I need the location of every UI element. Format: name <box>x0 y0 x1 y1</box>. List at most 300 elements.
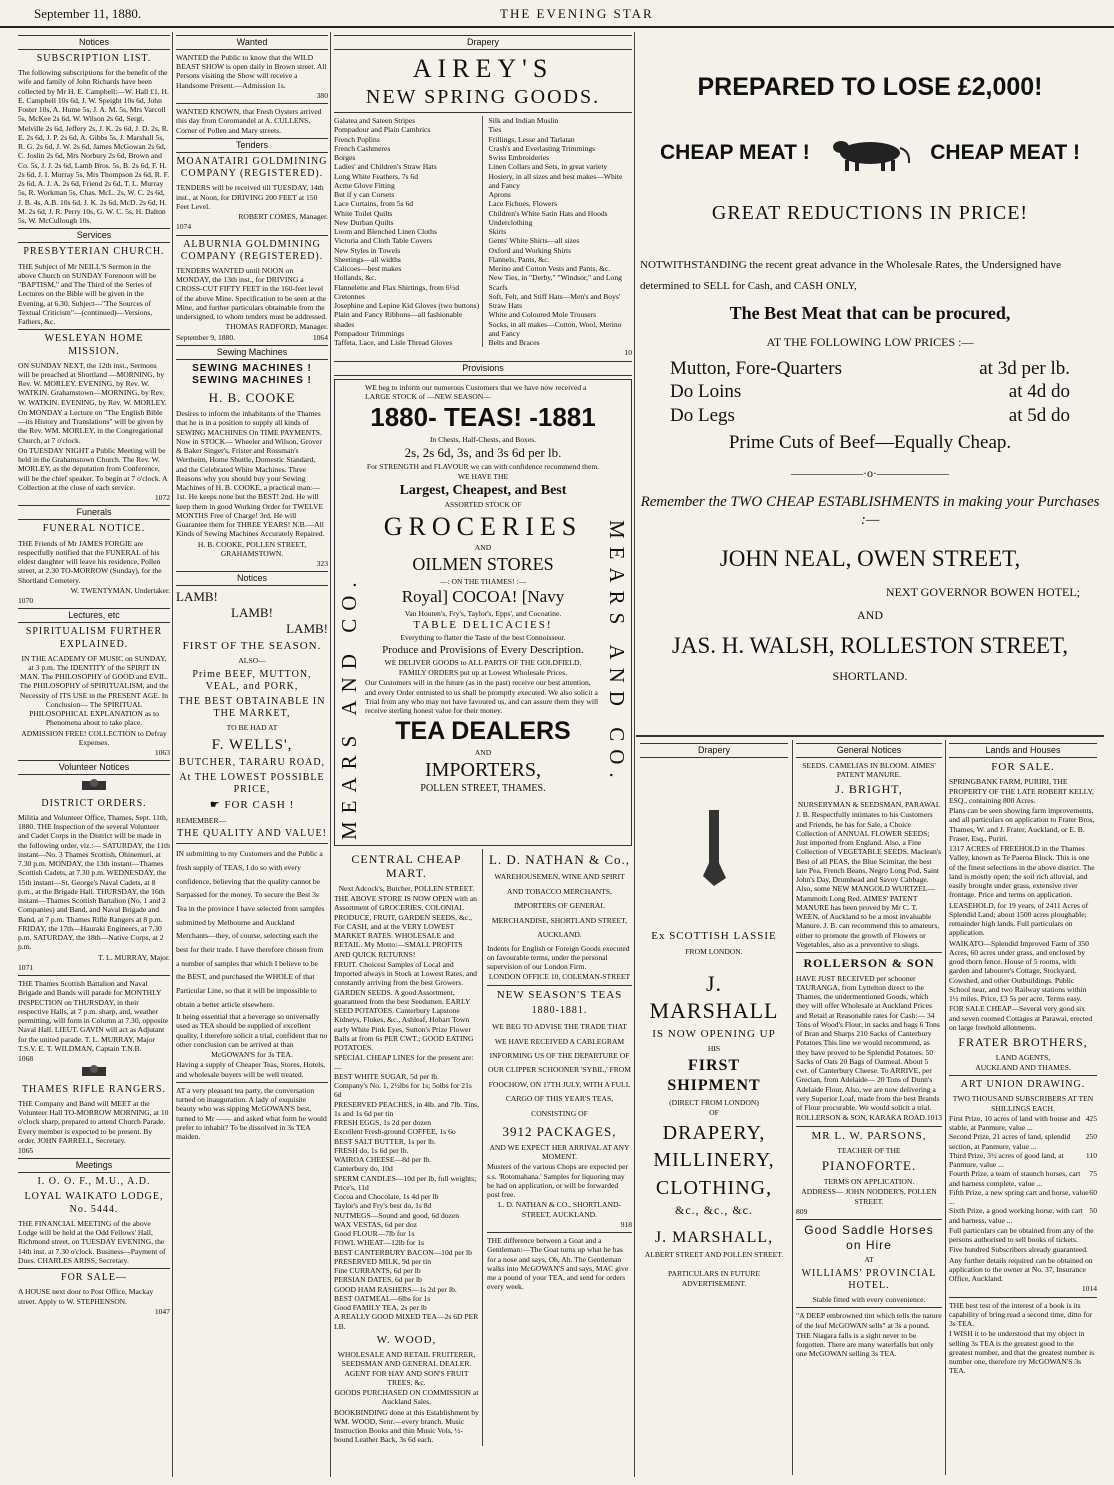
price-value: at 4d do <box>1008 381 1070 403</box>
pointing-hand-icon: ☛ <box>209 799 221 812</box>
price-line: Excellent Fresh-ground COFFEE, 1s 6o <box>334 1127 456 1137</box>
ad-body: TEACHER OF THE <box>837 1146 901 1156</box>
price-line: Cocoa and Chocolate, 1s 4d per lb <box>334 1192 439 1202</box>
column-rule <box>172 32 173 1477</box>
ad-body: 2s, 2s 6d, 3s, and 3s 6d per lb. <box>404 445 562 461</box>
ad-number: 380 <box>316 90 328 100</box>
ad-body: SHORTLAND. <box>832 668 908 683</box>
price-line: BEST WHITE SUGAR, 5d per lb. <box>334 1071 439 1081</box>
goods-item: Skirts <box>488 227 507 237</box>
mears-ad <box>334 379 632 846</box>
ad-body: LEASEHOLD, for 19 years, of 2411 Acres of Splendid Land; about 1500 acres ploughable; remainder high lands. Full particulars on application. <box>949 900 1089 938</box>
ad-body: For STRENGTH and FLAVOUR we can with confidence recommend them. <box>366 461 600 471</box>
section-header: Notices <box>176 571 328 586</box>
goods-item: Loom and Blenched Linen Cloths <box>334 227 437 237</box>
central-cheap-mart-ad <box>334 849 483 1446</box>
ad-body: OF <box>709 1108 719 1118</box>
goods-item: Gents' White Shirts—all sizes <box>488 236 580 246</box>
ad-body: Any further details required can be obtained on application to the owner at No. 37, Insurance Office, Auckland. <box>949 1255 1093 1284</box>
goods-item: Taffeta, Lace, and Lisle Thread Gloves <box>334 338 453 348</box>
ad-title: MILLINERY, <box>653 1149 775 1172</box>
goods-item: Underclothing <box>488 217 533 227</box>
ad-body: THE BEST OBTAINABLE IN THE MARKET, <box>178 695 326 720</box>
ad-body: AND <box>474 543 492 553</box>
ad-title: DISTRICT ORDERS. <box>41 797 147 809</box>
column-2 <box>176 32 328 1477</box>
column-rule <box>792 740 793 1475</box>
ad-body: IS NOW OPENING UP <box>652 1027 776 1040</box>
goods-item: But if y can Corsets <box>334 190 395 200</box>
price-line: NUTMEGS—Sound and good, 6d dozen <box>334 1210 460 1220</box>
goods-item: White and Coloured Mole Trousers <box>488 310 597 320</box>
column-5 <box>640 740 788 1475</box>
goods-item: Victoria and Cloth Table Covers <box>334 236 432 246</box>
column-rule <box>634 32 635 1477</box>
ad-number: 1071 <box>18 962 34 972</box>
ad-title: JAS. H. WALSH, ROLLESTON STREET, <box>671 633 1069 659</box>
section-header: Provisions <box>334 361 632 376</box>
ad-body: AT a very pleasant tea party, the conversation turned on inauguration. A lady of exquisite beauty who was sipping McGOWAN'S best, turned to Mr —— and asked what form he would prefer to inhabit? To be dissolved in 3s TEA maiden. <box>176 1085 327 1142</box>
ad-title: GROCERIES <box>383 511 583 541</box>
ad-body: LONDON OFFICE 10, COLEMAN-STREET <box>488 972 631 982</box>
ad-body: WE HAVE THE <box>457 472 509 482</box>
ad-number: 918 <box>620 1219 632 1229</box>
ad-body: WANTED KNOWN, that Fresh Oysters arrived this day from Coromandel at A. CULLENS, Corner of Pollen and Mary streets. <box>176 107 322 135</box>
ad-title: MR L. W. PARSONS, <box>811 1129 927 1142</box>
section-header: Drapery <box>334 35 632 50</box>
ad-title: PREPARED TO LOSE £2,000! <box>697 73 1043 101</box>
ad-body: FOR SALE CHEAP—Several very good six and seven roomed Cottages at Parawai, erected on large freehold allotments. <box>949 1004 1093 1032</box>
ad-body: REMEMBER— <box>176 815 227 825</box>
price-line: A REALLY GOOD MIXED TEA—2s 6D PER LB. <box>334 1312 479 1331</box>
ad-body: TENDERS will be received till TUESDAY, 14th inst., at Noon, for DRIVING 200 FEET at 150 Feet Level. <box>176 183 324 211</box>
ad-body: 1317 ACRES of FREEHOLD in the Thames Valley, known as Te Paeroa Block. This is one of the finest selections in the above district. The land is mostly open; the soil rich alluvial, and easily brought under grass, extensive river frontage. Price and terms on application. <box>949 844 1095 900</box>
ad-body: HAVE JUST RECEIVED per schooner TAURANGA, from Lyttelton direct to the Thames, the undermentioned Goods, which they will offer Wholesale at Auckland Prices and Retail at Reasonable rates for Cash:— 34 Tons of Wood's Flour, in sacks and bags 6 Tons of Bran and Sharps 210 Sacks of Canterbury Potatoes This line we would recommend, as they have proved to be Splendid Potatoes. 50 Sacks of Oats 20 Bags of Oatmeal. About 5 cwt. of Canterbury Cheese. To ARRIVE, per Grecian, from Adelaide— 20 Tons of Dunn's Adelaide Flour. Also, we are now delivering a very Superior Loaf, made from the best Brands of Flour procurable. We would solicit a trial. <box>796 973 940 1113</box>
ad-title: SEWING MACHINES ! SEWING MACHINES ! <box>192 362 312 387</box>
goods-item: Pompadour Trimmings <box>334 328 405 338</box>
ad-body: Indents for English or Foreign Goods executed on favourable terms, under the personal supervision of our London Firm. <box>487 943 630 972</box>
goods-item: Lace Fichues, Flowers <box>488 199 558 209</box>
goods-item: Children's White Satin Hats and Hoods <box>488 208 608 218</box>
prize-item <box>949 1132 1097 1151</box>
price-line: Good FAMILY TEA, 2s per lb <box>334 1303 427 1313</box>
ad-body: GOODS PURCHASED ON COMMISSION at Auckland Sales. <box>334 1388 479 1407</box>
goods-item: Ties <box>488 125 502 135</box>
ad-title: SPIRITUALISM FURTHER EXPLAINED. <box>25 626 163 650</box>
ad-body: WE beg to inform our numerous Customers that we have now received a LARGE STOCK of —NEW SEASON— <box>365 382 587 401</box>
price-value: at 5d do <box>1008 404 1070 426</box>
prize-desc: Sixth Prize, a good working horse, with cart and harness, value ... <box>949 1206 1083 1225</box>
goods-item: Soft, Felt, and Stiff Hats—Men's and Boys' <box>488 291 621 301</box>
goods-item: New Styles in Towels <box>334 245 401 255</box>
pointing-hand-icon <box>640 808 788 890</box>
goods-item: Straw Hats <box>488 301 523 311</box>
ad-title: IMPORTERS, <box>424 759 542 782</box>
prize-item <box>949 1114 1097 1133</box>
ad-body: THE FINANCIAL MEETING of the above Lodge will be held at the Odd Fellows' Hall, Richmond street, on TUESDAY EVENING, the 14th inst. at 7.30 o'clock. Business—Payment of Dues. CHARLES ARISS, Secretary. <box>18 1218 166 1265</box>
ad-signature: L. D. NATHAN & CO., SHORTLAND-STREET, AUCKLAND. <box>498 1200 621 1219</box>
goods-item: Ladies' and Children's Straw Hats <box>334 162 437 172</box>
goods-item: Belts and Braces <box>488 338 540 348</box>
bull-icon <box>825 133 915 173</box>
ad-title: ART UNION DRAWING. <box>960 1079 1086 1091</box>
section-header: Volunteer Notices <box>18 760 170 775</box>
goods-item: Crash's and Everlasting Trimmings <box>488 143 596 153</box>
ad-title: FUNERAL NOTICE. <box>42 523 146 535</box>
prize-item <box>949 1169 1097 1188</box>
ad-body: Having a supply of Cheaper Teas, Stores, Hotels, and wholesale buyers will be well treated. <box>176 1060 326 1079</box>
section-header: Tenders <box>176 138 328 153</box>
ad-body: AT THE FOLLOWING LOW PRICES :— <box>766 334 974 349</box>
ad-number: 1013 <box>926 1113 942 1123</box>
section-header: Funerals <box>18 505 170 520</box>
goods-item: Lace Curtains, from 5s 6d <box>334 199 414 209</box>
masthead-title: THE EVENING STAR <box>500 6 654 21</box>
goods-item: White Toilet Quilts <box>334 208 393 218</box>
ad-title: PIANOFORTE. <box>821 1158 917 1174</box>
ad-title: LAMB! <box>231 605 273 621</box>
ad-title: ALBURNIA GOLDMINING COMPANY (REGISTERED). <box>180 238 324 262</box>
price-line: BEST SALT BUTTER, 1s per lb. <box>334 1136 436 1146</box>
column-6 <box>796 740 942 1475</box>
price-item: Mutton, Fore-Quarters <box>670 358 843 380</box>
ad-address: ALBERT STREET AND POLLEN STREET. <box>644 1250 784 1260</box>
nathan-ad <box>483 849 632 1446</box>
ad-body: On MONDAY a Lecture on "The English Bible—its History and Translations" will be given by the Rev. WM. MORLEY, in the Congregational Church, at 7 o'clock. <box>18 407 164 445</box>
ad-body: AT <box>864 1255 874 1265</box>
goods-item: Acme Glove Fitting <box>334 180 395 190</box>
goods-item: Sheetings—all widths <box>334 254 401 264</box>
price-line: FRESH do, 1s 6d per lb. <box>334 1145 409 1155</box>
price-line: SPERM CANDLES—10d per lb, full weights; Price's, 11d <box>334 1173 477 1192</box>
ad-body: Desires to inform the inhabitants of the Thames that he is in a position to supply all kinds of SEWING MACHINES On TIME PAYMENTS. Now in STOCK— Wheeler and Wilson, Grover & Baker Singer's, Frister and Rossman's Wertheim, Home Shuttle, Domestic Standard, and the Celebrated White Machines. Three Reasons why you should buy your Sewing Machines of H. B. COOKE, a practical man:— 1st. He keeps none but the BEST! 2nd. He will keep them in good Working Order for TWELVE MONTHS Free of Charge! 3rd. He will Guarantee them for THREE YEARS! N.B.—All Kinds of Sewing Machines Accurately Repaired. <box>176 409 325 539</box>
ad-body: ASSORTED STOCK OF <box>444 500 522 510</box>
price-line: Canterbury do, 10d <box>334 1164 393 1174</box>
ad-address: H. B. COOKE, POLLEN STREET, GRAHAMSTOWN. <box>197 539 307 558</box>
ad-title: W. WOOD, <box>376 1333 437 1346</box>
ad-title: CHEAP MEAT ! <box>930 140 1080 164</box>
goods-item: Josephine and Lepine Kid Gloves (two buttons) <box>334 301 480 311</box>
ad-title: J. BRIGHT, <box>835 782 903 797</box>
ad-title: Largest, Cheapest, and Best <box>399 483 567 499</box>
ad-body: WHOLESALE AND RETAIL FRUITERER, SEEDSMAN AND GENERAL DEALER. AGENT FOR HAY AND SON'S FRUIT TREES, &c. <box>337 1350 476 1387</box>
prize-desc: Fifth Prize, a new spring cart and horse, value ... <box>949 1187 1089 1207</box>
ad-title: Prime Cuts of Beef—Equally Cheap. <box>728 431 1012 453</box>
ad-title: FIRST SHIPMENT <box>667 1057 761 1094</box>
goods-item: New Durban Quilts <box>334 217 394 227</box>
price-item: Do Legs <box>670 404 735 426</box>
ad-body: Prime BEEF, MUTTON, VEAL, and PORK, <box>192 668 312 692</box>
ad-body: On TUESDAY NIGHT a Public Meeting will be held in the Grahamstown Church. The Rev. W. MORLEY, as the deputation from Conference, will be the chief speaker. To begin at 7 o'clock. A Collection at the close of each service. <box>18 445 168 492</box>
goods-item: Flannels, Pants, &c. <box>488 254 550 264</box>
ad-title: J. MARSHALL, <box>654 1228 774 1246</box>
ad-body: I WISH it to be understood that my object in selling 3s TEA is the greatest good to the greatest number, and that the greatest number is number one, therefore try McGOWAN'S 3s TEA. <box>949 1329 1095 1376</box>
goods-item: Merino and Cotton Vests and Pants, &c. <box>488 264 611 274</box>
price-line: Company's No. 1, 2½lbs for 1s; 5olbs for 21s 6d <box>334 1081 472 1100</box>
ad-body: NOTWITHSTANDING the recent great advance in the Wholesale Rates, the Undersigned have determined to SELL for Cash, and CASH ONLY, <box>640 258 1062 292</box>
ad-title: Good Saddle Horses on Hire <box>804 1223 934 1252</box>
ad-body: FRUIT. Choicest Samples of Local and Imported always in Stock at Lowest Rates, and constantly arriving from the best Growers. GARDEN SEEDS. A good Assortment, guaranteed from the best Seedsmen. EARLY SEED POTATOES. Canterbury Lapstone Kidneys, Flukes, &c., Ashleaf, Hobart Town early White Pink Eyes, Sutton's Prize Flower Balls at from 6s PER CWT.; GOOD EATING POTATOES. <box>334 959 477 1053</box>
ad-body: J. B. Respectfully intimates to his Customers and Friends, he has for Sale, a Choice Collection of ANNUAL FLOWER SEEDS; Just imported from England. Also, a Fine Collection of VEGETABLE SEEDS. Maclean's Best of all PEAS, the Blue Scimitar, the best late Pea, French Beans, Negro Long Pod, Saint John's Day, Drumhead and Savoy Cabbage. Also, some NEW MANGOLD WURTZEL—Mammoth Long Red. AIMES' PATENT MANURE has been proved by Mr C. T. WEEN, of Auckland to be a most invaluable Manure. J. B. can recommend this to amateurs, either to promote the growth of Flowers or Vegetables, also as a preventive to slugs. <box>796 810 942 949</box>
crest-icon <box>18 1064 170 1080</box>
ad-body: TERMS ON APPLICATION. <box>823 1177 915 1187</box>
prize-desc: First Prize, 10 acres of land with house and stable, at Panmure, value ... <box>949 1113 1081 1133</box>
goods-item: Calicoes—best makes <box>334 264 402 274</box>
ad-body: Musters of the various Chops are expected per s.s. 'Rotomahana.' Samples for liquoring may be had on application, or will be forwarded post free. <box>487 1162 629 1200</box>
goods-item: French Cashmeres <box>334 143 391 153</box>
ad-title: MEARS AND CO. <box>605 519 629 786</box>
price-line: PRESERVED MILK, 9d per tin <box>334 1256 432 1266</box>
goods-item: Flannelette and Flax Shirtings, from 6½d <box>334 282 460 292</box>
price-line: BEST OATMEAL—6lbs for 1s <box>334 1293 431 1303</box>
prize-value: 425 <box>1085 1113 1097 1123</box>
prize-item <box>949 1188 1097 1207</box>
ad-title: CLOTHING, <box>655 1176 773 1199</box>
ad-body: THE Thames Scottish Battalion and Naval Brigade and Bands will parade for MONTHLY INSPECTION on THURSDAY, in their respective Halls, at 7 p.m. sharp, and, weather permitting, will form in Column at 7.30, opposite Naval Hall. LIEUT. GAVIN will act as Adjutant for the united parade. T. L. MURRAY, Major T.S.V. E. T. WILDMAN, Captain T.N.B. <box>18 979 169 1053</box>
ad-body: Militia and Volunteer Office, Thames, Sept. 11th, 1880. THE Inspection of the several Volunteer and Cadet Corps in the District will be made in the following order, viz.:— SATURDAY, the 11th instant—No. 3 Thames Scottish, Ohinemuri, at 7.30 p.m. MONDAY, the 13th instant—Thames Scottish Cadets, at 7.30 p.m. WEDNESDAY, the 15th instant—St. George's Naval Cadets, at 8 p.m., at the Brigade Hall. THURSDAY, the 16th instant—Thames Scottish Battalion (No. 1 and 2 Companies) and Band, and Naval Brigade and Band, at 7 p.m. Thames Rifle Rangers at 8 p.m. FRIDAY, the 17th—Hauraki Engineers, at 7.30 p.m. SATURDAY, the 18th—Native Corps, at 2 p.m. <box>18 812 170 952</box>
ad-body: ON SUNDAY NEXT, the 12th inst., Sermons will be preached at Shortland —MORNING, by Rev. W. MORLEY. EVENING, by Rev. W. WATKIN. Grahamstown—MORNING, by Rev. W. WATKIN. EVENING, by Rev. W. MORLEY. <box>18 360 167 407</box>
ad-number: 1068 <box>18 1054 34 1064</box>
prize-desc: Fourth Prize, a team of staunch horses, cart and harness complete, value ... <box>949 1169 1081 1188</box>
ad-body: WAREHOUSEMEN, WINE AND SPIRIT AND TOBACCO MERCHANTS, IMPORTERS OF GENERAL MERCHANDISE, SHORTLAND STREET, AUCKLAND. <box>491 872 628 940</box>
crest-icon <box>18 778 170 794</box>
ad-body: Stable fitted with every convenience. <box>812 1295 926 1305</box>
ad-signature: T. L. MURRAY, Major. <box>98 952 170 962</box>
ad-body: —: ON THE THAMES! :— <box>439 576 527 586</box>
ad-body: AND <box>474 747 492 757</box>
ad-body: WANTED the Public to know that the WILD BEAST SHOW is open daily in Brown street. All Persons visiting the Show will receive a Handsome Present.—Admission 1s. <box>176 52 327 90</box>
ad-body: &c., &c., &c. <box>675 1202 753 1217</box>
ad-title: Royal] COCOA! [Navy <box>401 586 565 606</box>
ad-body: AUCKLAND AND THAMES. <box>975 1063 1071 1072</box>
ad-title: H. B. COOKE <box>208 390 296 406</box>
ad-body: Remember the TWO CHEAP ESTABLISHMENTS in making your Purchases :— <box>640 493 1100 528</box>
ad-body: IN submitting to my Customers and the Public a fresh supply of TEAS, I do so with every confidence, believing that the quality cannot be Surpassed for the money. To secure the Best 3s Tea in the province I have selected from samples submitted by Melbourne and Auckland Merchants—they, of course, selecting each the best for their trade. I have therefore chosen from a number of samples that which I believe to be the BEST, and purchased the WHOLE of that Particular Line, so that it will be impossible to obtain a better article elsewhere. <box>176 849 325 1009</box>
goods-list-right <box>489 116 633 347</box>
price-line: FOWL WHEAT—12lb for 1s <box>334 1238 425 1248</box>
price-value: at 3d per lb. <box>979 358 1070 380</box>
goods-item: Borges <box>334 153 356 163</box>
ad-title: 1880-1881. <box>531 1004 588 1016</box>
ad-title: AIREY'S <box>412 53 554 83</box>
prize-value: 60 <box>1089 1187 1097 1197</box>
ad-title: CHEAP MEAT ! <box>660 140 810 164</box>
goods-item: Long White Feathers, 7s 6d <box>334 171 419 181</box>
ad-number: 1074 <box>176 222 192 232</box>
section-header: Lands and Houses <box>949 743 1097 758</box>
ad-number: 1014 <box>1081 1284 1097 1294</box>
ad-body: ADMISSION FREE! COLLECTION to Defray Expenses. <box>21 728 167 747</box>
ad-body: Plans can be seen showing farm improvements, and all particulars on application to Frater Bros, Thames, W. and J. Frater, Auckland, or E. B. Fraser, Esq., Puriri. <box>949 806 1095 843</box>
ad-number: 809 <box>796 1206 808 1216</box>
goods-item: Hosiery, in all sizes and best makes—White and Fancy <box>488 171 623 190</box>
prize-value: 110 <box>1085 1150 1097 1160</box>
goods-item: Cretonnes <box>334 291 365 301</box>
ad-body: THE best test of the interest of a book is its capability of bring read a second time, ditto for 3s TEA. <box>949 1300 1093 1329</box>
goods-item: Galatea and Sateen Stripes <box>334 116 416 126</box>
ad-title: LOYAL WAIKATO LODGE, No. 5444. <box>24 1191 164 1215</box>
ad-body: At THE LOWEST POSSIBLE PRICE, <box>179 772 325 796</box>
ad-title: OILMEN STORES <box>412 553 554 574</box>
ad-date: September 9, 1880. <box>176 332 236 342</box>
ad-body: THE ABOVE STORE IS NOW OPEN with an Assortment of GROCERIES, COLONIAL PRODUCE, FRUIT, GARDEN SEEDS, &c., For CASH, and at the VERY LOWEST MARKET RATES. WHOLESALE and RETAIL. My Motto:—SMALL PROFITS AND QUICK RETURNS! <box>334 894 477 959</box>
goods-item: Linen Collars and Sets, in great variety <box>488 162 608 172</box>
ad-title: PRESBYTERIAN CHURCH. <box>23 246 165 258</box>
price-list <box>334 1053 479 1331</box>
prize-value: 75 <box>1089 1169 1097 1179</box>
goods-item: New Ties, in "Derby," "Windsor," and Long Scarfs <box>488 273 622 292</box>
ad-number: 10 <box>624 348 632 358</box>
ad-body: WE BEG TO ADVISE THE TRADE THAT WE HAVE RECEIVED A CABLEGRAM INFORMING US OF THE DEPARTURE OF OUR CLIPPER SCHOONER 'SYBIL,' FROM FOOCHOW, ON 17TH JULY, WITH A FULL CARGO OF THIS YEAR'S TEAS, CONSISTING OF <box>487 1022 632 1118</box>
ad-title: FOR SALE— <box>61 1272 127 1284</box>
section-header: Drapery <box>640 743 788 758</box>
goods-item: Pompadour and Plain Cambrics <box>334 125 431 135</box>
ad-title: 3912 PACKAGES, <box>502 1124 617 1140</box>
goods-item: Socks, in all makes—Cotton, Wool, Merino and Fancy <box>488 319 622 338</box>
ad-number: 1070 <box>18 596 34 606</box>
ad-title: LAMB! <box>286 621 328 637</box>
ad-body: NEXT GOVERNOR BOWEN HOTEL; <box>885 585 1080 600</box>
ad-body: ALSO— <box>238 656 266 666</box>
prize-item <box>949 1151 1097 1170</box>
goods-item: Oxford and Working Shirts <box>488 245 572 255</box>
ad-address: ADDRESS— JOHN NODDER'S, POLLEN STREET. <box>801 1187 937 1206</box>
prize-value: 250 <box>1085 1132 1097 1142</box>
goods-item: Aprons <box>488 190 511 200</box>
ad-body: FROM LONDON. <box>685 946 743 956</box>
column-rule <box>945 740 946 1475</box>
ad-body: BOOKBINDING done at this Establishment by WM. WOOD, Senr.—every branch. Music Instruction Books and thin Music Vols, ½-bound Leather Back, 3s 6d each. <box>334 1407 479 1445</box>
ad-title: CENTRAL CHEAP MART. <box>351 851 462 881</box>
goods-item: French Poplins <box>334 134 380 144</box>
ad-title: I. O. O. F., M.U., A.D. <box>37 1176 151 1188</box>
meat-ad <box>640 32 1100 732</box>
price-line: PERSIAN DATES, 6d per lb <box>334 1275 422 1285</box>
ad-body: Everything to flatter the Taste of the best Connoisseur. <box>400 633 566 643</box>
ad-body: Van Houten's, Fry's, Taylor's, Epps', and Cocoatine. <box>404 608 562 618</box>
ad-title: FIRST OF THE SEASON. <box>182 639 322 652</box>
ad-body: In Chests, Half-Chests, and Boxes. <box>429 434 537 444</box>
prize-item <box>949 1206 1097 1225</box>
prize-desc: Third Prize, 3½ acres of good land, at Panmure, value ... <box>949 1150 1064 1170</box>
section-header: Services <box>18 228 170 243</box>
ad-body: WAIKATO—Splendid Improved Farm of 350 Acres, 60 acres under grass, and enclosed by good thorn fence. House of 5 rooms, with garden and labourer's Cottage, Stockyard, Cowshed, and other Outbuildings. Public School near, and two Railway stations within 1½ miles. Price, £3 5s per acre. Terms easy. <box>949 938 1089 1004</box>
ad-address: POLLEN STREET, THAMES. <box>420 782 546 794</box>
ad-signature: W. TWENTYMAN, Undertaker. <box>70 585 170 595</box>
prize-list <box>949 1114 1097 1225</box>
ad-body: THE Subject of Mr NEILL'S Sermon in the above Church on SUNDAY Forenoon will be "BAPTISM," and The Third of the Series of Lectures on the Bible will be given in the Evening, at 6.30. Subject—"The Sources of Textual Criticism"—(continued)—Versions, Fathers, &c. <box>18 261 157 327</box>
ad-title: J. MARSHALL <box>649 970 779 1023</box>
ad-body: TWO THOUSAND SUBSCRIBERS AT TEN SHILLINGS EACH. <box>952 1094 1094 1113</box>
ad-body: THE Company and Band will MEET at the Volunteer Hall TO-MORROW MORNING, at 10 o'clock sharp, prepared to attend Church Parade. Every member is expected to be present. By order. JOHN FARRELL, Secretary. <box>18 1098 169 1145</box>
goods-item: Silk and Indian Muslin <box>488 116 559 126</box>
ad-title: LAMB! <box>176 589 218 605</box>
section-header: Notices <box>18 35 170 50</box>
section-header: Lectures, etc <box>18 608 170 623</box>
section-header: Sewing Machines <box>176 345 328 360</box>
ad-body: FAMILY ORDERS put up at Lowest Wholesale Prices. <box>398 668 568 678</box>
price-line: Taylor's and Fry's best do, 1s 8d <box>334 1201 432 1211</box>
ad-body: Five hundred Subscribers already guaranteed. <box>949 1245 1088 1255</box>
ad-body: Our Customers will in the future (as in the past) receive our best attention, and every Order entrusted to us shall be promptly executed. We also solicit a Trial from any who may not have favoured us, and can assure them they will receive sterling honest value for their money. <box>365 678 599 716</box>
masthead-date: September 11, 1880. <box>34 6 142 21</box>
ad-body: (DIRECT FROM LONDON) <box>669 1098 759 1108</box>
ad-body: A HOUSE next door to Post Office, Mackay street. Apply to W. STEPHENSON. <box>18 1287 154 1306</box>
ad-title: The Best Meat that can be procured, <box>729 302 1011 323</box>
ad-signature: THOMAS RADFORD, Manager. <box>225 322 328 332</box>
ad-title: MEARS AND CO. <box>337 573 361 840</box>
ad-title: L. D. NATHAN & Co., <box>488 851 631 867</box>
ad-title: F. WELLS', <box>211 736 293 753</box>
goods-item: Plain and Fancy Ribbons—all fashionable shades <box>334 310 463 329</box>
ad-number: 1047 <box>154 1306 170 1316</box>
ad-title: WESLEYAN HOME MISSION. <box>44 333 144 357</box>
ad-title: 1880- TEAS! -1881 <box>370 402 596 433</box>
ad-title: McGOWAN'S for 3s TEA. <box>211 1050 293 1060</box>
ad-title: NEW SEASON'S TEAS <box>496 988 623 1001</box>
ad-title: TEA DEALERS <box>395 717 571 746</box>
ad-body: Full particulars can be obtained from any of the persons authorised to sell books of tickets. <box>949 1225 1094 1245</box>
ad-body: THE difference between a Goat and a Gentleman:—The Goat turns up what he has for a nose and says, Oh, Ah. The Gentleman walks into McGOWAN'S and says, MAC give me a pound of your TEA, and send for orders every week. <box>487 1236 629 1292</box>
ad-body: "A DEEP embrowned tint which tells the nature of the leaf McGOWAN sells" at 3s a pound. <box>796 1311 942 1330</box>
ad-title: SEEDS. CAMELIAS IN BLOOM. AIMES' PATENT MANURE. <box>802 760 936 780</box>
ad-title: MOANATAIRI GOLDMINING COMPANY (REGISTERED). <box>176 155 328 180</box>
ad-number: 1063 <box>154 748 170 758</box>
ad-body: SPRINGBANK FARM, PURIRI, THE PROPERTY OF THE LATE ROBERT KELLY, ESQ., containing 800 Acres. <box>949 777 1094 805</box>
price-line: SPECIAL CHEAP LINES for the present are:— <box>334 1053 474 1072</box>
ad-title: THAMES RIFLE RANGERS. <box>21 1083 167 1095</box>
ad-body: BUTCHER, TARARU ROAD, <box>178 756 326 768</box>
goods-item: Frillings, Lesse and Tarlatan <box>488 134 575 144</box>
ad-title: JOHN NEAL, OWEN STREET, <box>719 546 1021 572</box>
price-line: Good FLOUR—7lb for 1s <box>334 1229 415 1239</box>
ad-title: DRAPERY, <box>662 1121 766 1144</box>
section-header: Meetings <box>18 1158 170 1173</box>
ad-body: FOR CASH ! <box>224 799 295 812</box>
price-line: PRESERVED PEACHES, in 4lb. and 7lb. Tins, 1s and 1s 6d per tin <box>334 1099 479 1118</box>
goods-list-left <box>334 116 483 347</box>
ad-body: PARTICULARS IN FUTURE ADVERTISEMENT. <box>667 1269 761 1288</box>
ad-body: THE Friends of Mr JAMES FORGIE are respectfully notified that the FUNERAL of his eldest daughter will leave his residence, Pollen street, at 2.30 TO-MORROW (Sunday), for the Shortland Cemetery. <box>18 538 162 585</box>
ad-body: THE Niagara falls is a sight never to be forgotten. There are many waterfalls but only one McGOWAN selling 3s TEA. <box>796 1330 934 1359</box>
masthead <box>0 0 1114 28</box>
ad-title: ROLLERSON & SON <box>803 956 935 971</box>
ad-title: FOR SALE. <box>991 760 1055 773</box>
ad-title: SUBSCRIPTION LIST. <box>36 52 152 64</box>
price-line: BEST CANTERBURY BACON—10d per lb <box>334 1247 472 1257</box>
ad-title: FRATER BROTHERS, <box>958 1035 1088 1050</box>
ad-title: NEW SPRING GOODS. <box>365 85 601 108</box>
ad-body: THE QUALITY AND VALUE! <box>177 828 327 840</box>
ad-body: HIS <box>707 1043 721 1053</box>
price-line: WAIROA CHEESE—8d per lb. <box>334 1155 432 1165</box>
prize-value: 50 <box>1089 1206 1097 1216</box>
section-header: General Notices <box>796 743 942 758</box>
ad-body: The following subscriptions for the benefit of the wife and family of John Richards have been collected by Mr H. E. Campbell:—W. Hall £1, H. E. Campbell 10s 6d, J. W. Speight 10s 6d, John Foster 10s, A. Hume 5s, J. A. M. 5s, Mrs Varcoll 5s, McKee 2s 6d, W. Wilson 2s 6d, Sergt. Melville 2s 6d, Jeffery 2s, J. K. 2s 6d, J. D. 2s, R. E. 2s 6d, J. P. 2s 6d, A. Gibbs 5s, J. Marshall 5s, R. G. 2s 6d, J. W. 2s 6d, James McGowan 2s 6d, C. Joslin 2s 6d, Mrs Norbury 2s 6d, Brown and Co. 5s, J. J. 2s 6d, Lamb Bros. 5s, B. 2s 6d, F. H. 2s 6d, J. I. Murray 5s, Mrs Thompson 2s 6d, R. F. 2s 6d, A. J. A. 2s 6d, Friend 2s 6d, T. L. Murray 5s, R. Workman 5s, Chas. McL. 2s, W. C. 2s 6d, J. B. 4s, A.B. 10s 6d, J. K. 2s 6d, McD. 2s 6d, H. M. 2s 6d, J. R. Perry 10s, G. W. C. 5s, H. Dalton 5s, W. McCullough 10s. <box>18 68 170 226</box>
ad-body: IN THE ACADEMY OF MUSIC on SUNDAY, at 3 p.m. The IDENTITY of the SPIRIT IN MAN. The PHILOSOPHY of GOOD and EVIL. The PHILOSOPHY of SPIRITUALISM, and the Necessity of ITS USE in the PRESENT AGE. In Conclusion— The SPIRITUAL PHILOSOPHICAL EXPLANATION as to Phenomena about to take place. <box>19 653 169 728</box>
column-rule <box>330 32 331 1477</box>
divider: ——————·o·—————— <box>791 465 949 480</box>
column-1 <box>18 32 170 1477</box>
price-line: FRESH EGGS, 1s 2d per dozen <box>334 1118 432 1128</box>
ad-signature: ROLLERSON & SON, KARAKA ROAD. <box>796 1113 927 1123</box>
ad-title: Ex SCOTTISH LASSIE <box>651 930 777 943</box>
goods-item: Hollands, &c. <box>334 273 377 283</box>
ad-number: 1064 <box>312 332 328 342</box>
ad-body: TO BE HAD AT <box>226 723 278 733</box>
column-3 <box>334 32 632 1477</box>
price-item: Do Loins <box>670 381 742 403</box>
